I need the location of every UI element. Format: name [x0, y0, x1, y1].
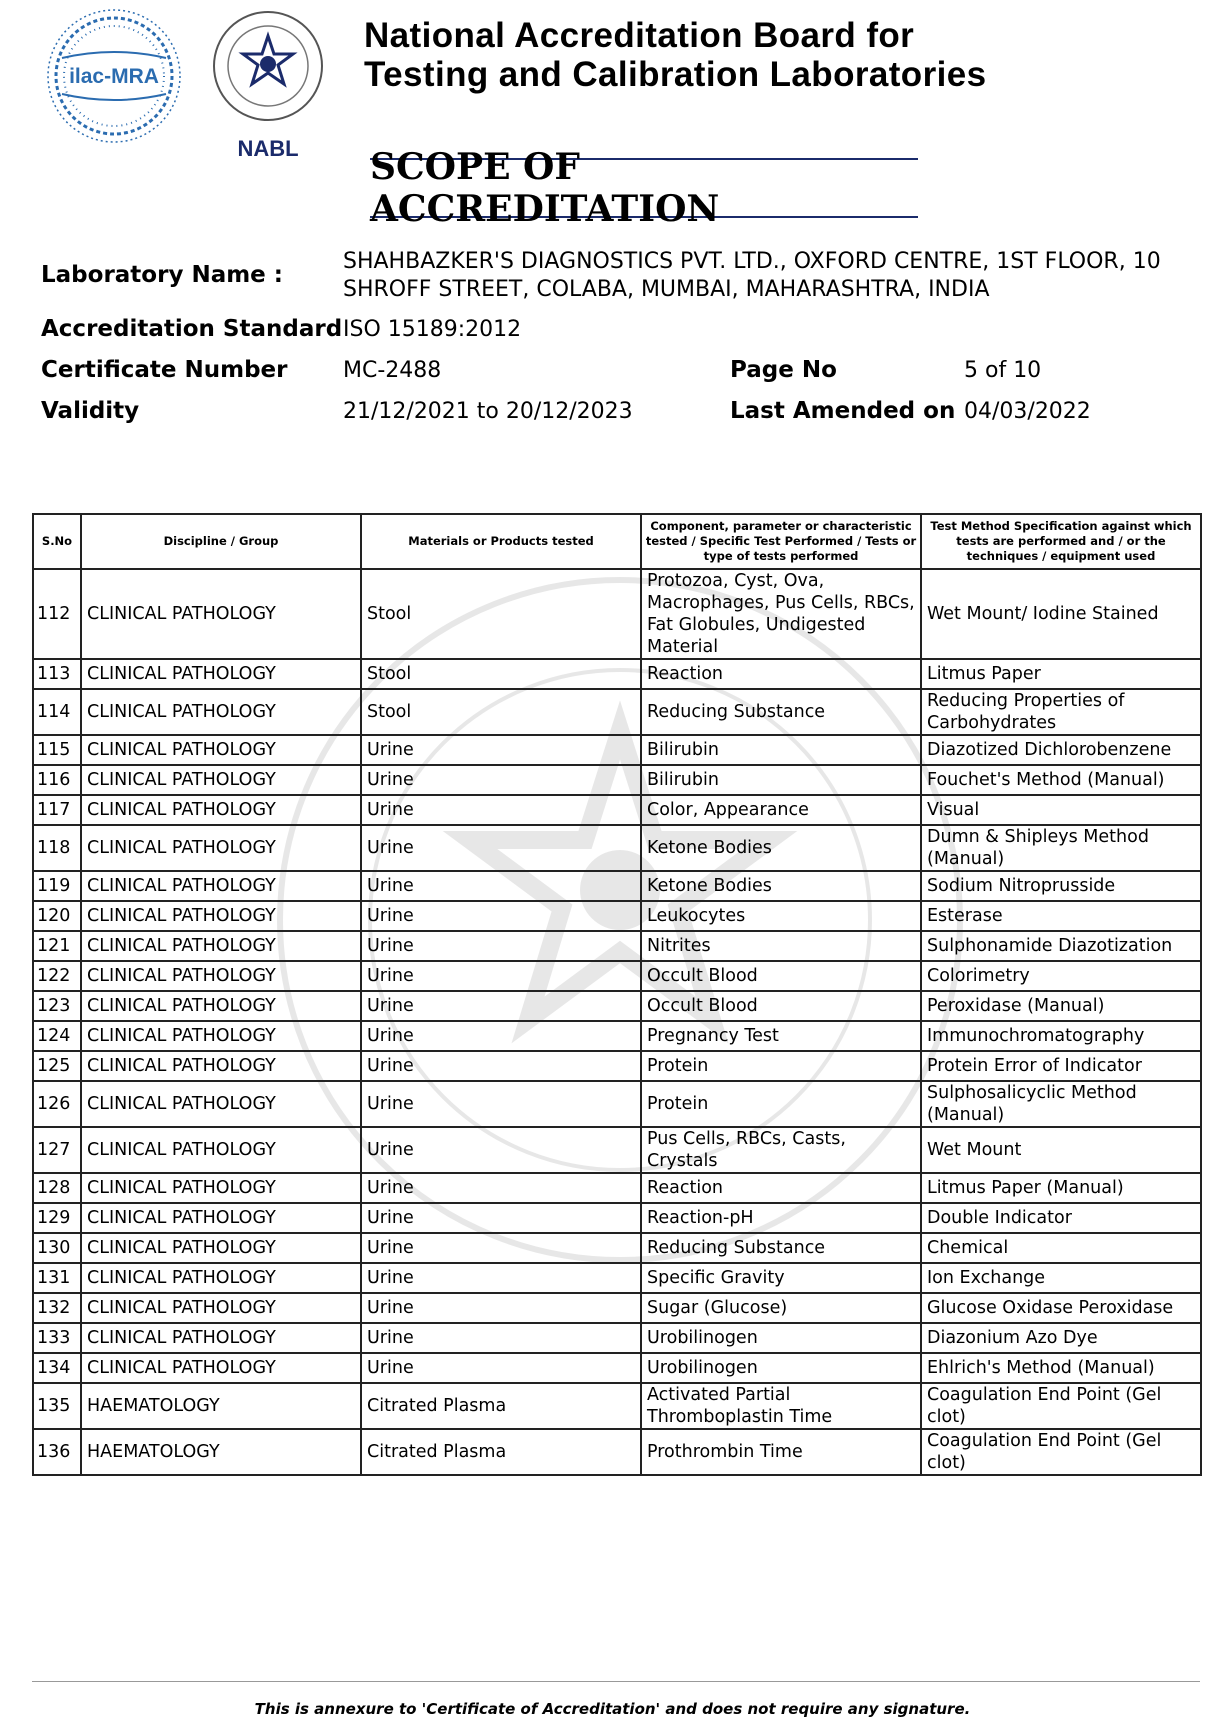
- footer-divider: [32, 1681, 1200, 1682]
- cell-material: Urine: [361, 1127, 641, 1173]
- cell-material: Urine: [361, 961, 641, 991]
- table-row: [33, 901, 1201, 931]
- table-row: [33, 1323, 1201, 1353]
- cell-component: Pus Cells, RBCs, Casts, Crystals: [641, 1127, 921, 1173]
- header-component: Component, parameter or characteristic tested / Specific Test Performed / Tests or type of tests performed: [641, 514, 921, 569]
- cell-component: Activated Partial Thromboplastin Time: [641, 1383, 921, 1429]
- table-row: [33, 1127, 1201, 1173]
- cell-sno: 133: [33, 1323, 81, 1353]
- cell-component: Occult Blood: [641, 961, 921, 991]
- header-materials: Materials or Products tested: [361, 514, 641, 569]
- cell-component: Pregnancy Test: [641, 1021, 921, 1051]
- cell-sno: 123: [33, 991, 81, 1021]
- cell-sno: 136: [33, 1429, 81, 1475]
- cell-method: Coagulation End Point (Gel clot): [921, 1383, 1201, 1429]
- board-name: [364, 16, 1064, 94]
- scope-table: [32, 513, 1202, 1476]
- cell-material: Stool: [361, 689, 641, 735]
- cell-material: Urine: [361, 735, 641, 765]
- cell-material: Stool: [361, 659, 641, 689]
- cell-component: Color, Appearance: [641, 795, 921, 825]
- cell-component: Reducing Substance: [641, 689, 921, 735]
- cell-discipline: CLINICAL PATHOLOGY: [81, 1081, 361, 1127]
- cell-discipline: CLINICAL PATHOLOGY: [81, 659, 361, 689]
- svg-text:NABL: NABL: [237, 136, 299, 161]
- table-row: [33, 1353, 1201, 1383]
- cell-material: Urine: [361, 871, 641, 901]
- cell-discipline: CLINICAL PATHOLOGY: [81, 1323, 361, 1353]
- table-row: [33, 825, 1201, 871]
- cell-method: Dumn & Shipleys Method (Manual): [921, 825, 1201, 871]
- certificate-value: MC-2488: [343, 358, 442, 383]
- cell-component: Sugar (Glucose): [641, 1293, 921, 1323]
- cell-material: Urine: [361, 1233, 641, 1263]
- cell-component: Protein: [641, 1081, 921, 1127]
- table-row: [33, 569, 1201, 659]
- table-row: [33, 961, 1201, 991]
- cell-discipline: CLINICAL PATHOLOGY: [81, 689, 361, 735]
- cell-material: Urine: [361, 1051, 641, 1081]
- ilac-mra-logo: [44, 6, 184, 146]
- lab-name-line2: SHROFF STREET, COLABA, MUMBAI, MAHARASHTRA, INDIA: [343, 277, 990, 302]
- board-name-line1: National Accreditation Board for: [364, 16, 915, 55]
- document-title: SCOPE OF ACCREDITATION: [370, 158, 918, 218]
- board-name-line2: Testing and Calibration Laboratories: [364, 55, 987, 94]
- cell-method: Ehlrich's Method (Manual): [921, 1353, 1201, 1383]
- cell-method: Sulphonamide Diazotization: [921, 931, 1201, 961]
- cell-discipline: CLINICAL PATHOLOGY: [81, 1263, 361, 1293]
- cell-sno: 130: [33, 1233, 81, 1263]
- lab-name-line1: SHAHBAZKER'S DIAGNOSTICS PVT. LTD., OXFORD CENTRE, 1ST FLOOR, 10: [343, 249, 1161, 274]
- page-no-value: 5 of 10: [964, 358, 1042, 383]
- table-row: [33, 1081, 1201, 1127]
- footer-note: This is annexure to 'Certificate of Accreditation' and does not require any signature.: [254, 1700, 971, 1718]
- table-row: [33, 689, 1201, 735]
- cell-component: Specific Gravity: [641, 1263, 921, 1293]
- cell-component: Bilirubin: [641, 765, 921, 795]
- cell-method: Coagulation End Point (Gel clot): [921, 1429, 1201, 1475]
- cell-component: Reaction-pH: [641, 1203, 921, 1233]
- cell-method: Esterase: [921, 901, 1201, 931]
- table-row: [33, 931, 1201, 961]
- validity-value: 21/12/2021 to 20/12/2023: [343, 399, 633, 424]
- nabl-logo: [210, 6, 330, 164]
- cell-material: Citrated Plasma: [361, 1429, 641, 1475]
- cell-component: Bilirubin: [641, 735, 921, 765]
- table-header-row: [33, 514, 1201, 569]
- cell-method: Sulphosalicyclic Method (Manual): [921, 1081, 1201, 1127]
- cell-sno: 132: [33, 1293, 81, 1323]
- cell-sno: 112: [33, 569, 81, 659]
- page-no-label: Page No: [730, 357, 837, 383]
- standard-value: ISO 15189:2012: [343, 317, 522, 342]
- cell-discipline: CLINICAL PATHOLOGY: [81, 961, 361, 991]
- table-row: [33, 1383, 1201, 1429]
- cell-method: Litmus Paper (Manual): [921, 1173, 1201, 1203]
- cell-material: Stool: [361, 569, 641, 659]
- cell-method: Reducing Properties of Carbohydrates: [921, 689, 1201, 735]
- cell-discipline: CLINICAL PATHOLOGY: [81, 871, 361, 901]
- cell-component: Nitrites: [641, 931, 921, 961]
- table-row: [33, 1051, 1201, 1081]
- cell-material: Citrated Plasma: [361, 1383, 641, 1429]
- header-method: Test Method Specification against which tests are performed and / or the techniques / equipment used: [921, 514, 1201, 569]
- cell-method: Visual: [921, 795, 1201, 825]
- cell-method: Protein Error of Indicator: [921, 1051, 1201, 1081]
- cell-method: Litmus Paper: [921, 659, 1201, 689]
- cell-material: Urine: [361, 1021, 641, 1051]
- lab-name-label: Laboratory Name :: [41, 262, 283, 288]
- last-amended-label: Last Amended on: [730, 398, 956, 424]
- cell-discipline: HAEMATOLOGY: [81, 1383, 361, 1429]
- cell-discipline: CLINICAL PATHOLOGY: [81, 765, 361, 795]
- cell-sno: 129: [33, 1203, 81, 1233]
- cell-material: Urine: [361, 991, 641, 1021]
- table-row: [33, 1203, 1201, 1233]
- cell-method: Diazonium Azo Dye: [921, 1323, 1201, 1353]
- cell-component: Prothrombin Time: [641, 1429, 921, 1475]
- table-row: [33, 765, 1201, 795]
- cell-method: Fouchet's Method (Manual): [921, 765, 1201, 795]
- cell-method: Ion Exchange: [921, 1263, 1201, 1293]
- cell-component: Reaction: [641, 659, 921, 689]
- cell-component: Ketone Bodies: [641, 825, 921, 871]
- cell-material: Urine: [361, 1173, 641, 1203]
- cell-component: Urobilinogen: [641, 1323, 921, 1353]
- cell-material: Urine: [361, 765, 641, 795]
- cell-sno: 120: [33, 901, 81, 931]
- cell-discipline: CLINICAL PATHOLOGY: [81, 1127, 361, 1173]
- cell-component: Protein: [641, 1051, 921, 1081]
- svg-text:ilac-MRA: ilac-MRA: [69, 65, 159, 88]
- cell-method: Glucose Oxidase Peroxidase: [921, 1293, 1201, 1323]
- standard-label: Accreditation Standard: [41, 316, 343, 342]
- cell-discipline: CLINICAL PATHOLOGY: [81, 1203, 361, 1233]
- table-row: [33, 1429, 1201, 1475]
- cell-discipline: CLINICAL PATHOLOGY: [81, 1233, 361, 1263]
- cell-material: Urine: [361, 1263, 641, 1293]
- cell-discipline: CLINICAL PATHOLOGY: [81, 931, 361, 961]
- cell-method: Wet Mount/ Iodine Stained: [921, 569, 1201, 659]
- cell-sno: 124: [33, 1021, 81, 1051]
- cell-method: Immunochromatography: [921, 1021, 1201, 1051]
- table-row: [33, 735, 1201, 765]
- cell-sno: 121: [33, 931, 81, 961]
- cell-discipline: CLINICAL PATHOLOGY: [81, 1021, 361, 1051]
- validity-label: Validity: [41, 398, 140, 424]
- cell-sno: 135: [33, 1383, 81, 1429]
- cell-discipline: CLINICAL PATHOLOGY: [81, 1173, 361, 1203]
- cell-component: Ketone Bodies: [641, 871, 921, 901]
- cell-sno: 122: [33, 961, 81, 991]
- cell-sno: 127: [33, 1127, 81, 1173]
- cell-component: Reducing Substance: [641, 1233, 921, 1263]
- cell-sno: 115: [33, 735, 81, 765]
- cell-component: Occult Blood: [641, 991, 921, 1021]
- table-row: [33, 1173, 1201, 1203]
- cell-method: Diazotized Dichlorobenzene: [921, 735, 1201, 765]
- cell-material: Urine: [361, 1081, 641, 1127]
- cell-method: Wet Mount: [921, 1127, 1201, 1173]
- cell-sno: 114: [33, 689, 81, 735]
- cell-material: Urine: [361, 931, 641, 961]
- cell-material: Urine: [361, 901, 641, 931]
- cell-material: Urine: [361, 1293, 641, 1323]
- cell-discipline: CLINICAL PATHOLOGY: [81, 795, 361, 825]
- cell-material: Urine: [361, 1353, 641, 1383]
- header-discipline: Discipline / Group: [81, 514, 361, 569]
- cell-discipline: CLINICAL PATHOLOGY: [81, 569, 361, 659]
- cell-sno: 118: [33, 825, 81, 871]
- last-amended-value: 04/03/2022: [964, 399, 1091, 424]
- cell-sno: 131: [33, 1263, 81, 1293]
- table-row: [33, 1293, 1201, 1323]
- cell-sno: 128: [33, 1173, 81, 1203]
- cell-method: Chemical: [921, 1233, 1201, 1263]
- cell-component: Leukocytes: [641, 901, 921, 931]
- table-row: [33, 991, 1201, 1021]
- cell-material: Urine: [361, 1323, 641, 1353]
- cell-discipline: CLINICAL PATHOLOGY: [81, 1051, 361, 1081]
- cell-method: Double Indicator: [921, 1203, 1201, 1233]
- cell-discipline: CLINICAL PATHOLOGY: [81, 991, 361, 1021]
- cell-material: Urine: [361, 1203, 641, 1233]
- table-row: [33, 871, 1201, 901]
- cell-sno: 126: [33, 1081, 81, 1127]
- header-sno: S.No: [33, 514, 81, 569]
- cell-material: Urine: [361, 825, 641, 871]
- cell-component: Urobilinogen: [641, 1353, 921, 1383]
- table-row: [33, 1233, 1201, 1263]
- cell-sno: 113: [33, 659, 81, 689]
- cell-component: Protozoa, Cyst, Ova, Macrophages, Pus Cells, RBCs, Fat Globules, Undigested Material: [641, 569, 921, 659]
- cell-method: Peroxidase (Manual): [921, 991, 1201, 1021]
- table-row: [33, 1021, 1201, 1051]
- cell-sno: 125: [33, 1051, 81, 1081]
- cell-method: Colorimetry: [921, 961, 1201, 991]
- cell-discipline: CLINICAL PATHOLOGY: [81, 901, 361, 931]
- cell-sno: 134: [33, 1353, 81, 1383]
- cell-discipline: CLINICAL PATHOLOGY: [81, 825, 361, 871]
- cell-discipline: HAEMATOLOGY: [81, 1429, 361, 1475]
- cell-discipline: CLINICAL PATHOLOGY: [81, 1293, 361, 1323]
- table-row: [33, 1263, 1201, 1293]
- table-row: [33, 795, 1201, 825]
- cell-sno: 119: [33, 871, 81, 901]
- cell-material: Urine: [361, 795, 641, 825]
- cell-discipline: CLINICAL PATHOLOGY: [81, 1353, 361, 1383]
- cell-component: Reaction: [641, 1173, 921, 1203]
- cell-discipline: CLINICAL PATHOLOGY: [81, 735, 361, 765]
- table-row: [33, 659, 1201, 689]
- cell-sno: 116: [33, 765, 81, 795]
- cell-sno: 117: [33, 795, 81, 825]
- cell-method: Sodium Nitroprusside: [921, 871, 1201, 901]
- certificate-label: Certificate Number: [41, 357, 288, 383]
